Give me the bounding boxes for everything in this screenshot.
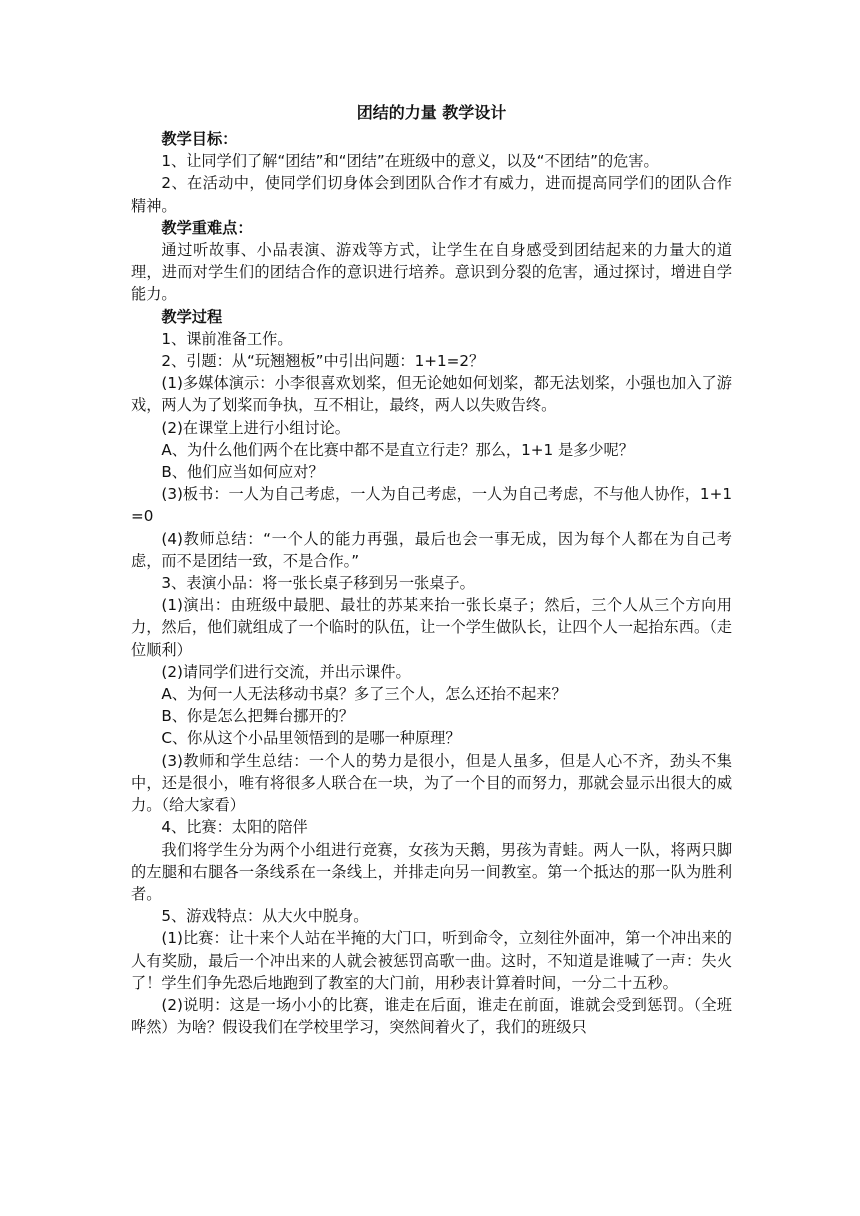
paragraph: 4、比赛：太阳的陪伴: [161, 818, 308, 837]
paragraph: (1)比赛：让十来个人站在半掩的大门口，听到命令，立刻往外面冲，第一个冲出来的人有奖励，最后一个冲出来的人就会被惩罚高歌一曲。这时，不知道是谁喊了一声：失火了！学生们争先恐后地跑到了教室的大门前，用秒表计算着时间，一分二十五秒。: [131, 929, 732, 992]
paragraph: (2)在课堂上进行小组讨论。: [161, 418, 350, 437]
paragraph: C、你从这个小品里领悟到的是哪一种原理？: [161, 729, 461, 748]
document-body: [131, 128, 732, 1038]
paragraph: A、为何一人无法移动书桌？多了三个人，怎么还抬不起来？: [161, 685, 567, 704]
paragraph: 3、表演小品：将一张长桌子移到另一张桌子。: [161, 574, 475, 593]
paragraph: B、你是怎么把舞台挪开的？: [161, 707, 355, 726]
paragraph: A、为什么他们两个在比赛中都不是直立行走？那么，1+1 是多少呢？: [161, 440, 634, 459]
paragraph: 1、课前准备工作。: [161, 329, 293, 348]
paragraph: (3)板书：一人为自己考虑，一人为自己考虑，一人为自己考虑，不与他人协作，1+1=0: [131, 485, 732, 526]
paragraph: (1)多媒体演示：小李很喜欢划桨，但无论她如何划桨，都无法划桨，小强也加入了游戏，两人为了划桨而争执，互不相让，最终，两人以失败告终。: [131, 374, 732, 415]
document-title: 团结的力量 教学设计: [356, 103, 507, 122]
section-heading-objectives: 教学目标：: [161, 130, 238, 148]
paragraph: 我们将学生分为两个小组进行竞赛，女孩为天鹅，男孩为青蛙。两人一队，将两只脚的左腿和右腿各一条线系在一条线上，并排走向另一间教室。第一个抵达的那一队为胜利者。: [131, 840, 732, 903]
section-heading-process: 教学过程: [161, 307, 223, 326]
paragraph: 2、引题：从“玩翘翘板”中引出问题：1+1=2？: [161, 352, 485, 371]
section-heading-key-points: 教学重难点：: [161, 218, 253, 237]
paragraph: 1、让同学们了解“团结”和“团结”在班级中的意义，以及“不团结”的危害。: [161, 152, 659, 171]
paragraph: (2)说明：这是一场小小的比赛，谁走在后面，谁走在前面，谁就会受到惩罚。（全班哗然）为啥？假设我们在学校里学习，突然间着火了，我们的班级只: [131, 995, 732, 1037]
paragraph: (2)请同学们进行交流，并出示课件。: [161, 662, 411, 681]
paragraph: (1)演出：由班级中最肥、最壮的苏某来抬一张长桌子；然后，三个人从三个方向用力，然后，他们就组成了一个临时的队伍，让一个学生做队长，让四个人一起抬东西。（走位顺利）: [131, 596, 732, 659]
paragraph: B、他们应当如何应对？: [161, 463, 324, 482]
paragraph: (3)教师和学生总结：一个人的势力是很小，但是人虽多，但是人心不齐，劲头不集中，还是很小，唯有将很多人联合在一块，为了一个目的而努力，那就会显示出很大的威力。（给大家看）: [131, 751, 732, 815]
paragraph: 5、游戏特点：从大火中脱身。: [161, 907, 369, 926]
paragraph: (4)教师总结：“一个人的能力再强，最后也会一事无成，因为每个人都在为自己考虑，而不是团结一致，不是合作。”: [131, 529, 732, 570]
paragraph: 2、在活动中，使同学们切身体会到团队合作才有威力，进而提高同学们的团队合作精神。: [131, 174, 732, 215]
paragraph: 通过听故事、小品表演、游戏等方式，让学生在自身感受到团结起来的力量大的道理，进而对学生们的团结合作的意识进行培养。意识到分裂的危害，通过探讨，增进自学能力。: [131, 241, 732, 304]
